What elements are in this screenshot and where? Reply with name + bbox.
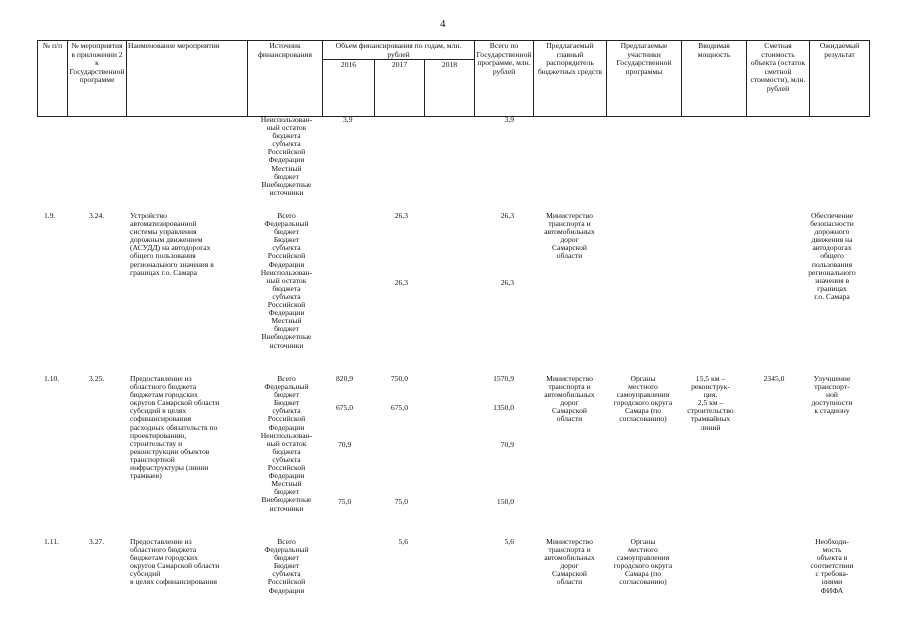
value-local-2016: 75,0: [338, 497, 352, 506]
row-cost: 2345,0: [763, 374, 785, 383]
value-all-total: 1570,9: [493, 374, 514, 383]
carryover-source: Неиспользован- ный остаток бюджета субъекта Российской Федерации Местный бюджет Внебюджетные источники: [260, 115, 313, 197]
row-measure-num: 3.27.: [89, 537, 105, 546]
header-name: Наименование мероприятия: [127, 41, 248, 117]
value-all-total: 26,3: [500, 211, 514, 220]
value-all-total: 5,6: [504, 537, 514, 546]
row-measure-num: 3.25.: [89, 374, 105, 383]
row-manager: Министерство транспорта и автомобильных дорог Самарской области: [544, 537, 595, 587]
row-name: Устройство автоматизированной системы управления дорожным движением (АСУДД) на автодорогах общего пользования регионального значения в границах г.о. Самара: [130, 211, 214, 277]
value-all-2017: 26,3: [394, 211, 408, 220]
row-name: Предоставление из областного бюджета бюджетам городских округов Самарской области субсидий в целях софинансирования расходных обязательств по проектированию, строительству и реконструкции объектов транспортной инфраструктуры (линии трамваев): [130, 374, 220, 481]
row-result: Обеспечение безопасности дорожного движения на автодорогах общего пользования регионального значения в границах г.о. Самара: [808, 211, 856, 301]
row-participants: Органы местного самоуправления городского округа Самара (по согласованию): [613, 537, 673, 587]
row-num: 1.11.: [44, 537, 59, 546]
header-participants: Предлагаемые участники Государственной программы: [607, 41, 682, 117]
row-capacity: 15,5 км – реконструк- ция, 2,5 км – строительство трамвайных линий: [687, 374, 734, 432]
row-measure-num: 3.24.: [89, 211, 105, 220]
value-unused-2017: 26,3: [394, 278, 408, 287]
value-subject-2017: 675,0: [390, 403, 408, 412]
value-subject-total: 1350,0: [493, 403, 514, 412]
row-name: Предоставление из областного бюджета бюджетам городских округов Самарской области субсидий в целях софинансирования: [130, 537, 220, 587]
row-num: 1.10.: [44, 374, 60, 383]
value-unused-total: 70,9: [500, 440, 514, 449]
value-all-2016: 820,9: [336, 374, 354, 383]
value-unused-total: 26,3: [500, 278, 514, 287]
row-participants: Органы местного самоуправления городского округа Самара (по согласованию): [613, 374, 673, 424]
row-source: Всего Федеральный бюджет Бюджет субъекта Российской Федерации Неиспользован- ный остаток бюджета субъекта Российской Федерации Местный бюджет Внебюджетные источники: [260, 374, 313, 513]
value-local-2017: 75,0: [394, 497, 408, 506]
header-year-2016: 2016: [323, 60, 375, 117]
header-funding: Объем финансирования по годам, млн. рублей: [323, 41, 475, 60]
table-header: [37, 40, 870, 117]
header-source: Источник финансирования: [248, 41, 323, 117]
carryover-value-2016: 3,9: [343, 115, 353, 124]
header-result: Ожидаемый результат: [810, 41, 870, 117]
carryover-value-total: 3,9: [504, 115, 514, 124]
page-number: 4: [440, 18, 446, 30]
header-total: Всего по Государственной программе, млн. рублей: [475, 41, 534, 117]
value-local-total: 150,0: [496, 497, 514, 506]
value-unused-2016: 70,9: [338, 440, 352, 449]
header-cost: Сметная стоимость объекта (остаток сметной стоимости), млн. рублей: [747, 41, 810, 117]
header-year-2018: 2018: [425, 60, 475, 117]
header-capacity: Вводимая мощность: [682, 41, 747, 117]
row-manager: Министерство транспорта и автомобильных дорог Самарской области: [544, 374, 595, 424]
row-source: Всего Федеральный бюджет Бюджет субъекта Российской Федерации: [264, 537, 309, 595]
header-manager: Предлагаемый главный распорядитель бюджетных средств: [534, 41, 607, 117]
value-all-2017: 750,0: [390, 374, 408, 383]
row-result: Необходи- мость объекта в соответствии с требова- ниями ФИФА: [810, 537, 854, 595]
row-num: 1.9.: [44, 211, 56, 220]
row-source: Всего Федеральный бюджет Бюджет субъекта Российской Федерации Неиспользован- ный остаток бюджета субъекта Российской Федерации Местный бюджет Внебюджетные источники: [260, 211, 313, 350]
header-year-2017: 2017: [375, 60, 425, 117]
value-subject-2016: 675,0: [336, 403, 354, 412]
header-num: № п/п: [38, 41, 68, 117]
value-all-2017: 5,6: [398, 537, 408, 546]
header-measure-num: № мероприятия в приложении 2 к Государственной программе: [68, 41, 127, 117]
row-result: Улучшение транспорт- ной доступности к стадиону: [811, 374, 853, 416]
row-manager: Министерство транспорта и автомобильных дорог Самарской области: [544, 211, 595, 261]
